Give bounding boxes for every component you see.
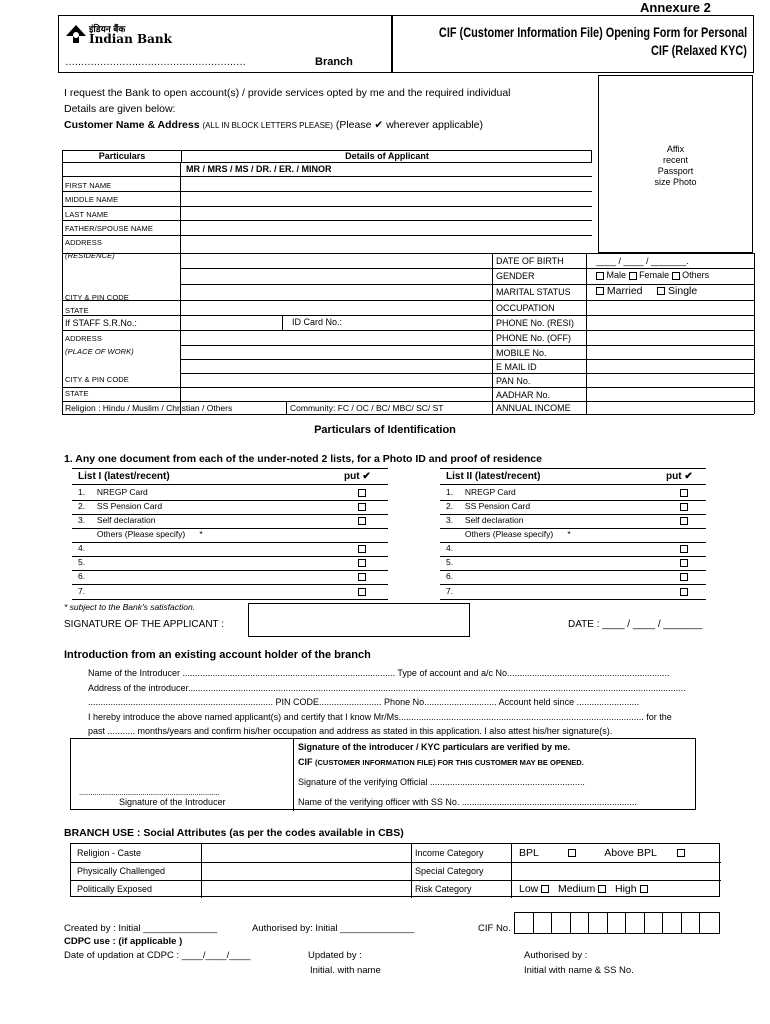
- checkbox-bpl[interactable]: [568, 849, 576, 857]
- list-item: [440, 570, 706, 584]
- label-last-name: LAST NAME: [65, 210, 109, 219]
- bank-name: Indian Bank: [89, 32, 172, 46]
- introducer-details: [88, 666, 686, 739]
- list-item-checkbox[interactable]: [680, 588, 688, 596]
- risk-options: [519, 883, 648, 895]
- introducer-attest-line: past ........... months/years and confirm his/her occupation and address as stated in this application. I also attest his/her signature(s).: [88, 726, 613, 736]
- doc-instruction: 1. Any one document from each of the under-noted 2 lists, for a Photo ID and proof of residence: [64, 453, 542, 465]
- customer-name-heading: [64, 119, 483, 131]
- cif-digit-box[interactable]: [608, 913, 627, 933]
- form-title-box: [392, 15, 754, 73]
- list-item: [440, 500, 706, 514]
- list-item-checkbox[interactable]: [358, 503, 366, 511]
- cif-digit-box[interactable]: [682, 913, 701, 933]
- list-item-checkbox[interactable]: [358, 489, 366, 497]
- label-city: CITY & PIN CODE: [65, 293, 129, 302]
- customer-name-caps: (ALL IN BLOCK LETTERS PLEASE): [202, 121, 333, 130]
- list-item: [440, 556, 706, 570]
- label-pan: PAN No.: [496, 376, 531, 386]
- cif-digit-box[interactable]: [700, 913, 719, 933]
- list-item-label: 3. Self declaration: [446, 515, 524, 525]
- list-item: [72, 556, 388, 570]
- label-staff: If STAFF S.R.No.:: [65, 318, 137, 328]
- list-item-label: 2. SS Pension Card: [446, 501, 531, 511]
- list-item-label: 5.: [78, 557, 86, 567]
- bank-name-hindi: इंडियन बैंक: [89, 24, 126, 34]
- annexure-label: Annexure 2: [640, 0, 711, 15]
- introducer-verify-box: [70, 738, 696, 810]
- signature-applicant-box[interactable]: [248, 603, 470, 637]
- cif-digit-box[interactable]: [663, 913, 682, 933]
- list2-put: put ✔: [666, 471, 693, 482]
- list-item-checkbox[interactable]: [358, 517, 366, 525]
- bank-logo-icon: [65, 24, 87, 44]
- customer-name-please: (Please ✔ wherever applicable): [335, 119, 483, 131]
- list-item-label: Others (Please specify) *: [446, 529, 571, 539]
- list-item-checkbox[interactable]: [358, 573, 366, 581]
- photo-size: size Photo: [654, 177, 697, 187]
- gender-options: [596, 270, 709, 280]
- introducer-pin-line[interactable]: .......................................................................... PIN CODE......................... Phone No............................. Account held since .........................: [88, 697, 640, 707]
- branch-use-table: [70, 843, 720, 897]
- branch-dots: …………………………………………………: [65, 57, 246, 68]
- cif-digit-box[interactable]: [534, 913, 553, 933]
- label-income-category: Income Category: [415, 848, 484, 858]
- form-title-line1: CIF (Customer Information File) Opening Form for Personal: [438, 24, 747, 40]
- authorised-by-cdpc: Authorised by :: [524, 950, 588, 961]
- list-item-label: 4.: [78, 543, 86, 553]
- customer-name-label: Customer Name & Address: [64, 119, 200, 131]
- label-gender: GENDER: [496, 271, 535, 281]
- dob-value[interactable]: ____ / ____ / _______.: [596, 256, 689, 266]
- list-item: [72, 500, 388, 514]
- cdpc-use: CDPC use : (if applicable ): [64, 936, 183, 947]
- checkbox-above-bpl[interactable]: [677, 849, 685, 857]
- label-id-card: ID Card No.:: [292, 317, 343, 327]
- authorised-by[interactable]: Authorised by: Initial ______________: [252, 923, 415, 934]
- marital-single: Single: [668, 285, 698, 297]
- cif-no-boxes[interactable]: [514, 912, 720, 934]
- list2-title: List II (latest/recent): [446, 471, 541, 482]
- label-residence: (RESIDENCE): [65, 251, 115, 260]
- checkbox-male[interactable]: [596, 272, 604, 280]
- income-options: [519, 847, 685, 859]
- list-item: [440, 528, 706, 542]
- intro-section-title: Introduction from an existing account holder of the branch: [64, 649, 371, 661]
- list-item-checkbox[interactable]: [358, 559, 366, 567]
- label-state: STATE: [65, 306, 89, 315]
- verify-cif: CIF: [298, 757, 313, 767]
- introducer-name-line[interactable]: Name of the Introducer ..................................................................................... Type of account and a/c No.................................................................: [88, 668, 670, 678]
- signature-applicant-label: SIGNATURE OF THE APPLICANT :: [64, 619, 225, 630]
- date-updation[interactable]: Date of updation at CDPC : ____/____/____: [64, 950, 251, 961]
- label-phone-resi: PHONE No. (RESI): [496, 318, 575, 328]
- list-item: [440, 514, 706, 528]
- introducer-signature-label: Signature of the Introducer: [119, 797, 226, 807]
- verify-official-signature[interactable]: Signature of the verifying Official ..............................................................: [298, 777, 585, 787]
- label-income: ANNUAL INCOME: [496, 403, 571, 413]
- label-dob: DATE OF BIRTH: [496, 256, 564, 266]
- list-item-label: 1. NREGP Card: [446, 487, 516, 497]
- bank-header-box: [58, 15, 392, 73]
- gender-male: Male: [606, 270, 627, 280]
- list1-title: List I (latest/recent): [78, 471, 170, 482]
- cif-no-label: CIF No.: [478, 923, 511, 934]
- checkbox-female[interactable]: [629, 272, 637, 280]
- list-item-checkbox[interactable]: [358, 545, 366, 553]
- subject-note: * subject to the Bank's satisfaction.: [64, 602, 196, 612]
- list-item-checkbox[interactable]: [680, 573, 688, 581]
- list-item: [72, 486, 388, 500]
- table-header-row: [62, 150, 592, 162]
- gender-female: Female: [639, 270, 670, 280]
- label-place-of-work: (PLACE OF WORK): [65, 347, 134, 356]
- marital-options: [596, 285, 697, 297]
- list-item: [440, 486, 706, 500]
- list-item: [72, 570, 388, 584]
- list-item: [72, 585, 388, 599]
- list1: [72, 468, 388, 596]
- list-item-label: 1. NREGP Card: [78, 487, 148, 497]
- cif-digit-box[interactable]: [589, 913, 608, 933]
- label-father-name: FATHER/SPOUSE NAME: [65, 224, 153, 233]
- checkbox-low[interactable]: [541, 885, 549, 893]
- label-community: Community: FC / OC / BC/ MBC/ SC/ ST: [290, 403, 444, 413]
- list-item-checkbox[interactable]: [680, 503, 688, 511]
- list-item-checkbox[interactable]: [680, 559, 688, 567]
- form-title-line2: CIF (Relaxed KYC): [651, 42, 747, 58]
- label-religion: Religion : Hindu / Muslim / Christian / Others: [65, 403, 233, 413]
- checkbox-married[interactable]: [596, 287, 604, 295]
- checkbox-single[interactable]: [657, 287, 665, 295]
- label-email: E MAIL ID: [496, 362, 537, 372]
- initial-with-name: Initial. with name: [310, 965, 381, 976]
- list-item: [440, 542, 706, 556]
- label-risk-category: Risk Category: [415, 884, 472, 894]
- label-physically-challenged: Physically Challenged: [77, 866, 166, 876]
- list-item-label: 6.: [446, 571, 454, 581]
- label-mobile: MOBILE No.: [496, 348, 547, 358]
- checkbox-high[interactable]: [640, 885, 648, 893]
- marital-married: Married: [606, 285, 643, 297]
- salutation-options[interactable]: MR / MRS / MS / DR. / ER. / MINOR: [186, 164, 332, 174]
- cif-digit-box[interactable]: [552, 913, 571, 933]
- label-address: ADDRESS: [65, 238, 102, 247]
- photo-affix: Affix: [666, 144, 685, 154]
- intro-line1: I request the Bank to open account(s) / provide services opted by me and the required individual: [64, 87, 511, 99]
- list1-put: put ✔: [344, 471, 371, 482]
- cif-digit-box[interactable]: [626, 913, 645, 933]
- label-state-work: STATE: [65, 389, 89, 398]
- list-item: [72, 528, 388, 542]
- cif-digit-box[interactable]: [515, 913, 534, 933]
- option-above-bpl: Above BPL: [604, 847, 657, 859]
- label-city-work: CITY & PIN CODE: [65, 375, 129, 384]
- list-item-checkbox[interactable]: [680, 545, 688, 553]
- cif-digit-box[interactable]: [645, 913, 664, 933]
- label-aadhar: AADHAR No.: [496, 390, 551, 400]
- photo-passport: Passport: [657, 166, 694, 176]
- list-item-label: 3. Self declaration: [78, 515, 156, 525]
- initial-with-ss: Initial with name & SS No.: [524, 965, 634, 976]
- created-by[interactable]: Created by : Initial ______________: [64, 923, 218, 934]
- applicant-table: [62, 162, 754, 414]
- list-item-label: 7.: [78, 586, 86, 596]
- label-first-name: FIRST NAME: [65, 181, 112, 190]
- list-item-checkbox[interactable]: [680, 489, 688, 497]
- introducer-signature-dots[interactable]: .........................................................................: [79, 788, 220, 797]
- branch-label: Branch: [315, 56, 353, 68]
- list-item-label: 7.: [446, 586, 454, 596]
- verify-line1: Signature of the introducer / KYC particulars are verified by me.: [298, 742, 571, 752]
- branch-use-title: BRANCH USE : Social Attributes (as per the codes available in CBS): [64, 827, 404, 839]
- label-religion-caste: Religion - Caste: [77, 848, 142, 858]
- list-item-label: 5.: [446, 557, 454, 567]
- date-field[interactable]: DATE : ____ / ____ / _______: [568, 619, 703, 630]
- verify-officer-name[interactable]: Name of the verifying officer with SS No. ......................................................................: [298, 797, 637, 807]
- list-item-checkbox[interactable]: [358, 588, 366, 596]
- list-item: [72, 514, 388, 528]
- pid-title: Particulars of Identification: [314, 424, 456, 436]
- header-details: Details of Applicant: [345, 151, 429, 161]
- checkbox-others[interactable]: [672, 272, 680, 280]
- option-medium: Medium: [557, 883, 596, 895]
- verify-cif-detail: (CUSTOMER INFORMATION FILE) FOR THIS CUSTOMER MAY BE OPENED.: [315, 758, 584, 767]
- list-item-label: 2. SS Pension Card: [78, 501, 163, 511]
- option-high: High: [615, 883, 637, 895]
- label-middle-name: MIDDLE NAME: [65, 195, 119, 204]
- list-item-checkbox[interactable]: [680, 517, 688, 525]
- updated-by: Updated by :: [308, 950, 362, 961]
- list-item: [440, 585, 706, 599]
- introducer-certify-line: I hereby introduce the above named applicant(s) and certify that I know Mr/Ms.................................................................................................. for the: [88, 711, 672, 722]
- checkbox-medium[interactable]: [598, 885, 606, 893]
- list-item-label: 4.: [446, 543, 454, 553]
- verify-line2: [298, 757, 584, 767]
- option-low: Low: [519, 883, 539, 895]
- label-occupation: OCCUPATION: [496, 303, 555, 313]
- label-marital: MARITAL STATUS: [496, 287, 571, 297]
- introducer-address-line[interactable]: Address of the introducer.......................................................................................................................................................................................................: [88, 682, 686, 693]
- cif-digit-box[interactable]: [571, 913, 590, 933]
- list-item-label: 6.: [78, 571, 86, 581]
- header-particulars: Particulars: [98, 151, 146, 161]
- list-item: [72, 542, 388, 556]
- list2: [440, 468, 706, 596]
- label-special-category: Special Category: [415, 866, 484, 876]
- list-item-label: Others (Please specify) *: [78, 529, 203, 539]
- photo-recent: recent: [662, 155, 688, 165]
- option-bpl: BPL: [519, 847, 539, 859]
- intro-line2: Details are given below:: [64, 103, 176, 115]
- gender-others: Others: [682, 270, 710, 280]
- label-address-work: ADDRESS: [65, 334, 102, 343]
- label-phone-off: PHONE No. (OFF): [496, 333, 572, 343]
- label-politically-exposed: Politically Exposed: [77, 884, 153, 894]
